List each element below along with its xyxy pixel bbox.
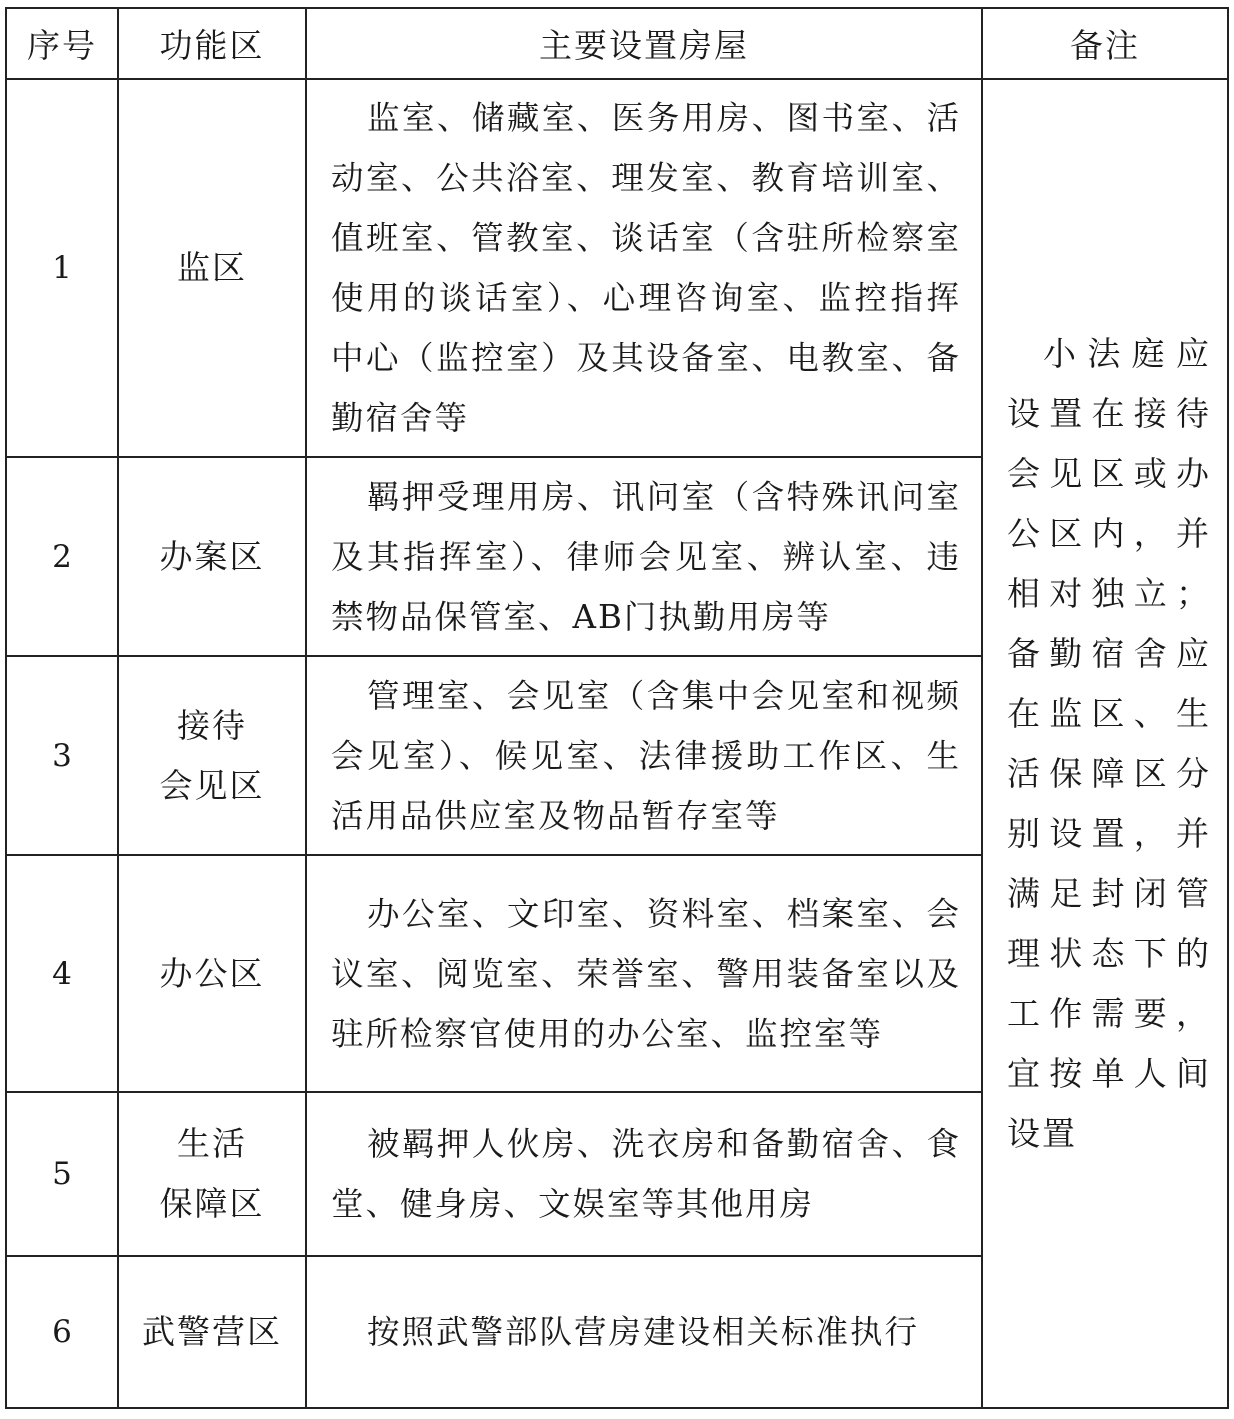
row-area: 武警营区 xyxy=(118,1256,306,1408)
header-note: 备注 xyxy=(982,8,1228,79)
header-index: 序号 xyxy=(6,8,118,79)
row-rooms: 被羁押人伙房、洗衣房和备勤宿舍、食堂、健身房、文娱室等其他用房 xyxy=(306,1092,982,1256)
row-area-line2: 保障区 xyxy=(159,1184,265,1223)
table-header-row xyxy=(6,8,1228,79)
row-area: 办公区 xyxy=(118,855,306,1092)
row-rooms: 办公室、文印室、资料室、档案室、会议室、阅览室、荣誉室、警用装备室以及驻所检察官使用的办公室、监控室等 xyxy=(306,855,982,1092)
header-rooms: 主要设置房屋 xyxy=(306,8,982,79)
function-area-table xyxy=(5,7,1229,1409)
row-area-line1: 生活 xyxy=(177,1124,247,1163)
row-index: 4 xyxy=(6,855,118,1092)
remark-cell: 小法庭应设置在接待会见区或办公区内，并相对独立；备勤宿舍应在监区、生活保障区分别设置，并满足封闭管理状态下的工作需要，宜按单人间设置 xyxy=(982,79,1228,1408)
row-rooms: 羁押受理用房、讯问室（含特殊讯问室及其指挥室）、律师会见室、辨认室、违禁物品保管室、AB门执勤用房等 xyxy=(306,457,982,656)
row-area-line2: 会见区 xyxy=(159,765,265,805)
row-area xyxy=(118,656,306,855)
table-row xyxy=(6,79,1228,457)
row-index: 5 xyxy=(6,1092,118,1256)
row-rooms: 管理室、会见室（含集中会见室和视频会见室）、候见室、法律援助工作区、生活用品供应室及物品暂存室等 xyxy=(306,656,982,855)
row-rooms: 监室、储藏室、医务用房、图书室、活动室、公共浴室、理发室、教育培训室、值班室、管教室、谈话室（含驻所检察室使用的谈话室）、心理咨询室、监控指挥中心（监控室）及其设备室、电教室、备勤宿舍等 xyxy=(306,79,982,457)
row-area-line1: 接待 xyxy=(177,705,247,745)
row-index: 2 xyxy=(6,457,118,656)
row-area: 监区 xyxy=(118,79,306,457)
row-index: 3 xyxy=(6,656,118,855)
row-rooms: 按照武警部队营房建设相关标准执行 xyxy=(306,1256,982,1408)
row-index: 6 xyxy=(6,1256,118,1408)
row-area: 办案区 xyxy=(118,457,306,656)
row-index: 1 xyxy=(6,79,118,457)
row-area xyxy=(118,1092,306,1256)
header-area: 功能区 xyxy=(118,8,306,79)
